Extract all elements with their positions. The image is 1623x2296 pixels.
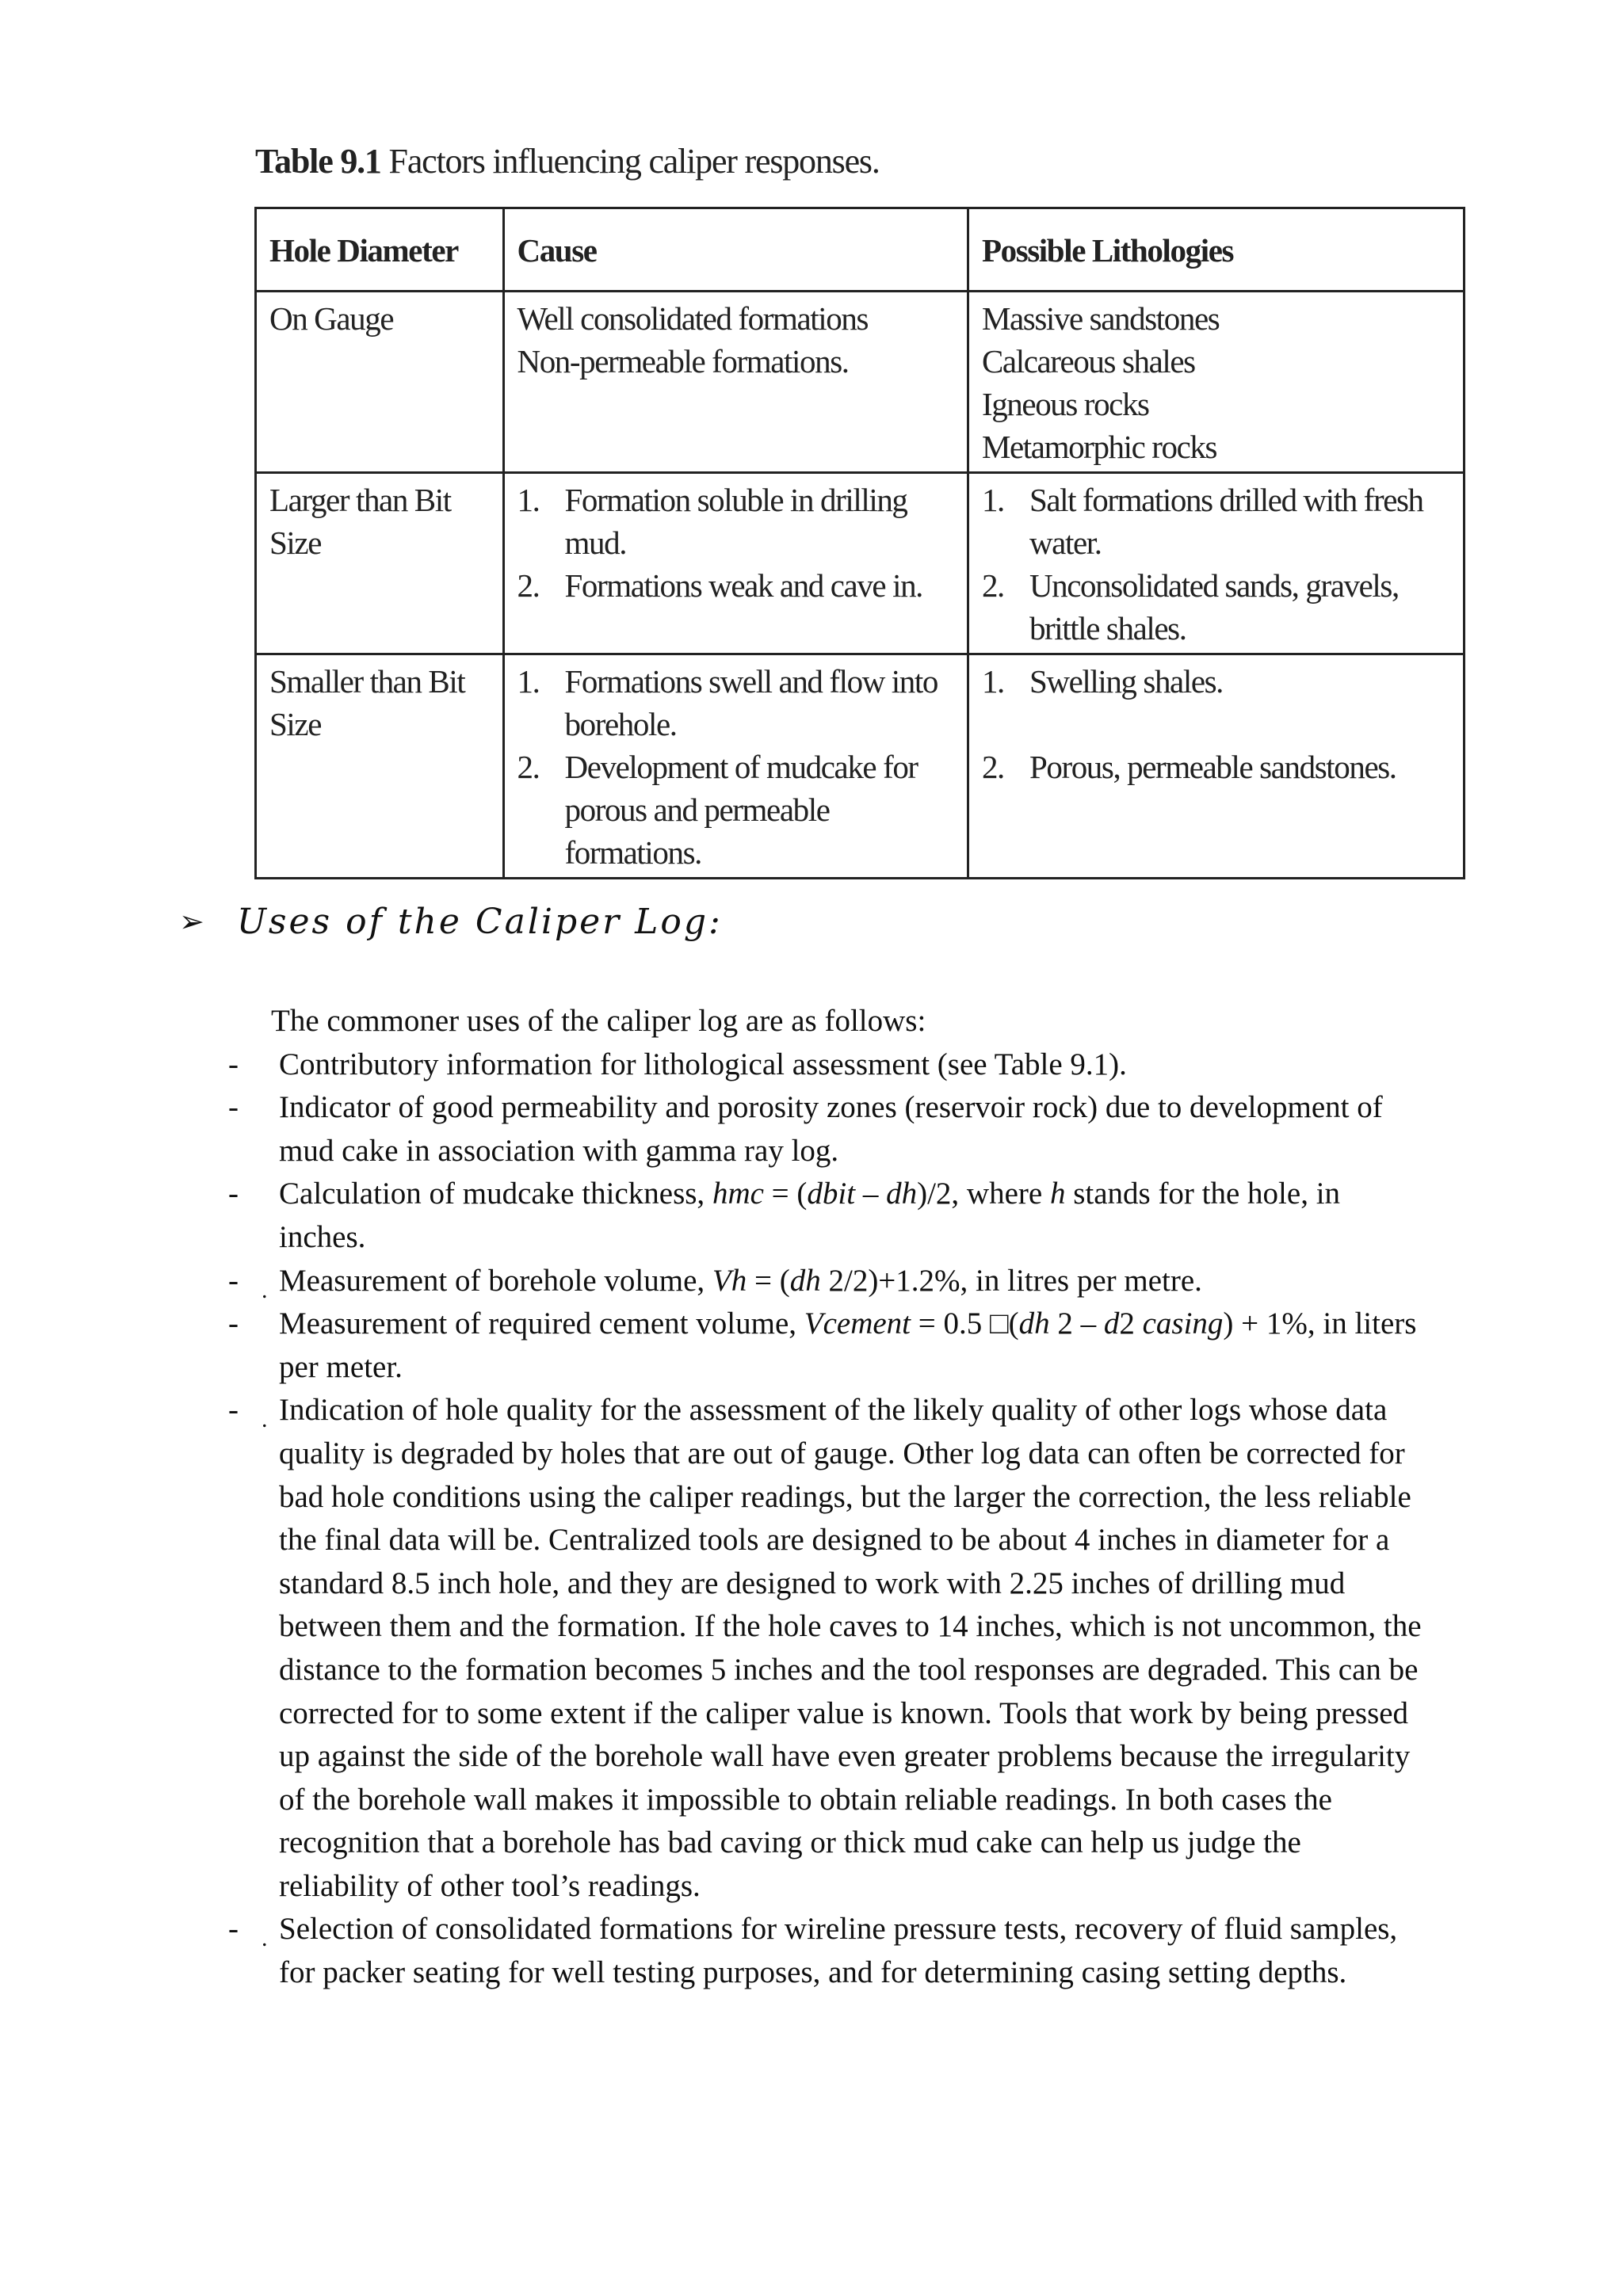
dash-bullet-icon: -	[228, 1393, 239, 1428]
item-line: Formations weak and cave in.	[564, 567, 923, 604]
item-number: 1.	[981, 663, 1004, 700]
cell-hole-diameter	[256, 292, 504, 473]
cell-text: Metamorphic rocks	[981, 429, 1217, 465]
list-item-line: inches.	[279, 1219, 366, 1254]
item-number: 2.	[981, 749, 1004, 785]
list-item	[0, 1389, 1495, 1908]
list-item	[0, 1260, 1495, 1303]
list-item-line: Calculation of mudcake thickness, hmc = (dbit – dh)/2, where h stands for the hole, in	[279, 1177, 1341, 1211]
list-item-line: distance to the formation becomes 5 inches and the tool responses are degraded. This can be	[279, 1652, 1419, 1687]
cell-lithologies	[968, 473, 1464, 654]
cell-lithologies	[968, 654, 1464, 879]
list-item-line: per meter.	[279, 1349, 403, 1384]
cell-hole-diameter	[256, 473, 504, 654]
dash-bullet-icon: -	[228, 1912, 239, 1947]
item-line: brittle shales.	[1029, 610, 1186, 646]
table-caption-label: Table 9.1	[255, 142, 381, 181]
list-item	[982, 746, 1450, 788]
list-item	[0, 1173, 1495, 1259]
cell-text: Calcareous shales	[981, 343, 1195, 379]
list-item-line: for packer seating for well testing purposes, and for determining casing setting depths.	[279, 1955, 1347, 1990]
item-line: Porous, permeable sandstones.	[1029, 749, 1396, 785]
header-cause: Cause	[503, 208, 968, 292]
cell-text: Size	[269, 524, 321, 561]
list-item-line: between them and the formation. If the hole caves to 14 inches, which is not uncommon, the	[279, 1609, 1422, 1644]
cell-text: Non-permeable formations.	[517, 343, 849, 379]
list-item	[982, 660, 1450, 703]
cell-cause	[503, 473, 968, 654]
item-number: 1.	[981, 482, 1004, 518]
list-item	[0, 1086, 1495, 1173]
caliper-factors-table	[254, 207, 1465, 879]
lithology-list	[982, 479, 1450, 650]
dash-bullet-icon: -	[228, 1090, 239, 1125]
table-caption	[255, 141, 880, 181]
item-line: formations.	[564, 834, 701, 871]
list-item-line: Contributory information for lithological assessment (see Table 9.1).	[279, 1047, 1127, 1081]
list-item-line: quality is degraded by holes that are out of gauge. Other log data can often be corrected for	[279, 1436, 1405, 1470]
item-number: 2.	[517, 567, 540, 604]
cell-text: On Gauge	[269, 300, 394, 337]
list-item-line: Measurement of borehole volume, Vh = (dh 2/2)+1.2%, in litres per metre.	[279, 1263, 1202, 1298]
dash-bullet-icon: -	[228, 1177, 239, 1211]
cell-text: Massive sandstones	[981, 300, 1220, 337]
dash-bullet-icon: -	[228, 1047, 239, 1081]
uses-list	[0, 1043, 1623, 1995]
list-item-line: Selection of consolidated formations for wireline pressure tests, recovery of fluid samples,	[279, 1912, 1398, 1947]
item-line: Formation soluble in drilling	[564, 482, 907, 518]
section-heading	[179, 902, 723, 942]
list-spacer	[982, 703, 1450, 746]
list-item-line: Measurement of required cement volume, Vcement = 0.5 □(dh 2 – d2 casing) + 1%, in liters	[279, 1306, 1417, 1341]
list-item-line: Indicator of good permeability and porosity zones (reservoir rock) due to development of	[279, 1090, 1383, 1125]
header-hole-diameter: Hole Diameter	[256, 208, 504, 292]
cause-list	[517, 660, 954, 874]
item-number: 1.	[517, 663, 540, 700]
list-item	[517, 479, 954, 564]
dash-bullet-icon: -	[228, 1263, 239, 1298]
table-caption-text: Factors influencing caliper responses.	[388, 142, 880, 181]
list-item-line: Indication of hole quality for the assessment of the likely quality of other logs whose data	[279, 1393, 1388, 1428]
list-item	[0, 1302, 1495, 1389]
dot-mark-icon: .	[262, 1406, 268, 1433]
list-item-line: corrected for to some extent if the caliper value is known. Tools that work by being pressed	[279, 1695, 1409, 1730]
section-heading-text: Uses of the Caliper Log:	[236, 902, 723, 942]
table-row	[256, 473, 1465, 654]
list-item	[982, 479, 1450, 564]
list-item-line: bad hole conditions using the caliper readings, but the larger the correction, the less reliable	[279, 1479, 1411, 1514]
item-line: Salt formations drilled with fresh	[1029, 482, 1423, 518]
table-header-row	[256, 208, 1465, 292]
item-line: mud.	[564, 524, 627, 561]
item-line: Development of mudcake for	[564, 749, 918, 785]
list-item	[0, 1908, 1495, 1994]
list-item	[982, 564, 1450, 650]
cell-cause	[503, 292, 968, 473]
item-line: borehole.	[564, 706, 677, 742]
list-item-line: mud cake in association with gamma ray log.	[279, 1133, 839, 1168]
table-row	[256, 654, 1465, 879]
cell-hole-diameter	[256, 654, 504, 879]
header-possible-lithologies: Possible Lithologies	[968, 208, 1464, 292]
item-number: 2.	[981, 567, 1004, 604]
list-item-line: the final data will be. Centralized tools are designed to be about 4 inches in diameter for a	[279, 1523, 1390, 1558]
list-item-line: recognition that a borehole has bad caving or thick mud cake can help us judge the	[279, 1825, 1301, 1860]
cell-text: Igneous rocks	[981, 386, 1149, 422]
table-row	[256, 292, 1465, 473]
item-line: water.	[1029, 524, 1102, 561]
list-item-line: of the borehole wall makes it impossible to obtain reliable readings. In both cases the	[279, 1782, 1332, 1817]
cell-lithologies	[968, 292, 1464, 473]
dot-mark-icon: .	[262, 1925, 268, 1952]
list-item	[517, 746, 954, 874]
dot-mark-icon: .	[262, 1276, 268, 1303]
item-line: porous and permeable	[564, 791, 830, 828]
intro-paragraph: The commoner uses of the caliper log are as follows:	[271, 1004, 926, 1038]
list-item-line: standard 8.5 inch hole, and they are designed to work with 2.25 inches of drilling mud	[279, 1566, 1346, 1600]
list-item	[517, 564, 954, 607]
list-item	[0, 1043, 1495, 1087]
list-item-line: reliability of other tool’s readings.	[279, 1868, 701, 1903]
cell-text: Size	[269, 706, 321, 742]
cause-list	[517, 479, 954, 607]
cell-text: Larger than Bit	[269, 482, 451, 518]
item-line: Unconsolidated sands, gravels,	[1029, 567, 1399, 604]
item-number: 1.	[517, 482, 540, 518]
list-item-line: up against the side of the borehole wall have even greater problems because the irregularity	[279, 1739, 1411, 1774]
cell-cause	[503, 654, 968, 879]
item-line: Formations swell and flow into	[564, 663, 938, 700]
lithology-list	[982, 660, 1450, 788]
item-line: Swelling shales.	[1029, 663, 1224, 700]
arrow-bullet-icon: ➢	[179, 904, 207, 939]
list-item	[517, 660, 954, 746]
item-number: 2.	[517, 749, 540, 785]
dash-bullet-icon: -	[228, 1306, 239, 1341]
cell-text: Well consolidated formations	[517, 300, 869, 337]
cell-text: Smaller than Bit	[269, 663, 465, 700]
